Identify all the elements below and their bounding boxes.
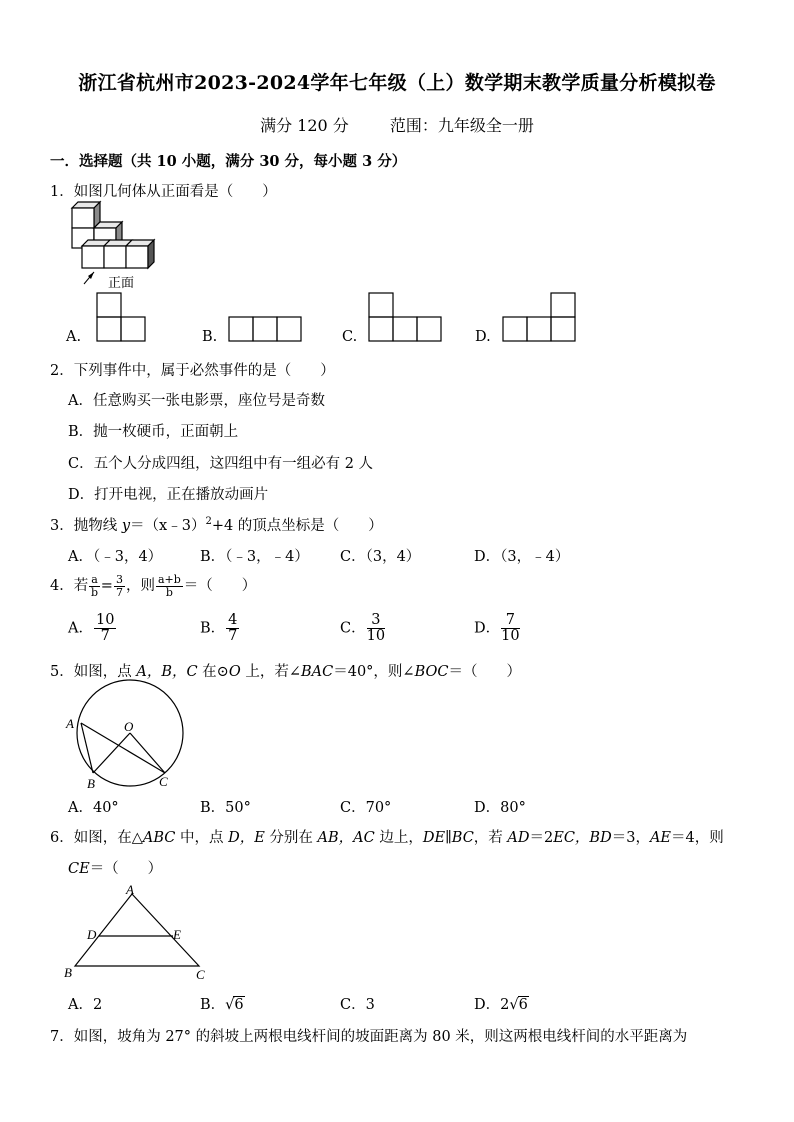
q3-option-c: C．（3，4） bbox=[340, 549, 421, 565]
q1-front-label: 正面 bbox=[108, 276, 135, 291]
q5-option-a: A．40° bbox=[68, 800, 119, 816]
q5-option-d: D．80° bbox=[474, 800, 526, 816]
q5-option-c: C．70° bbox=[340, 800, 392, 816]
q6-point-b: B bbox=[64, 965, 72, 980]
q5-point-o: O bbox=[124, 719, 134, 734]
scope: 范围：九年级全一册 bbox=[389, 116, 534, 135]
q1-option-c-label: C. bbox=[342, 329, 358, 345]
q5-point-a: A bbox=[66, 716, 74, 731]
q6-point-c: C bbox=[196, 967, 205, 982]
q6-point-d: D bbox=[87, 927, 97, 942]
q1-option-d-figure bbox=[502, 292, 578, 342]
q6-triangle-figure bbox=[62, 884, 212, 984]
q4-option-d: D． $\frac{7}{10}$ bbox=[474, 612, 520, 645]
q1-option-b-label: B. bbox=[202, 329, 218, 345]
q6-stem-line1: 6．如图，在△ABC 中，点 D，E 分别在 AB，AC 边上，DE∥BC，若 AD＝2EC，BD＝3，AE＝4，则 bbox=[50, 830, 724, 846]
q6-option-d: D．2√6 bbox=[474, 997, 528, 1013]
page-title: 浙江省杭州市2023-2024学年七年级（上）数学期末教学质量分析模拟卷 bbox=[78, 72, 716, 94]
q7-stem: 7．如图，坡角为 27° 的斜坡上两根电线杆间的坡面距离为 80 米，则这两根电线杆间的水平距离为 bbox=[50, 1029, 688, 1045]
q2-option-b: B．抛一枚硬币，正面朝上 bbox=[68, 424, 239, 440]
section-heading: 一．选择题（共 10 小题，满分 30 分，每小题 3 分） bbox=[50, 153, 407, 170]
q1-option-b-figure bbox=[228, 316, 304, 342]
q6-point-e: E bbox=[173, 927, 181, 942]
q4-option-b: B． $\frac{4}{7}$ bbox=[200, 612, 238, 645]
q5-option-b: B．50° bbox=[200, 800, 251, 816]
q4-option-c: C． $\frac{3}{10}$ bbox=[340, 612, 386, 645]
q1-option-c-figure bbox=[368, 292, 444, 342]
q6-point-a: A bbox=[126, 882, 134, 897]
q6-option-c: C．3 bbox=[340, 997, 375, 1013]
q1-option-a-label: A. bbox=[66, 329, 82, 345]
q6-option-a: A．2 bbox=[68, 997, 103, 1013]
q1-option-d-label: D. bbox=[475, 329, 491, 345]
q3-stem: 3．抛物线 y＝（x﹣3）$^2$+4 的顶点坐标是（ ） bbox=[50, 516, 383, 534]
full-score: 满分 120 分 bbox=[260, 116, 349, 135]
q2-option-d: D．打开电视，正在播放动画片 bbox=[68, 487, 269, 503]
q2-option-a: A．任意购买一张电影票，座位号是奇数 bbox=[68, 393, 325, 409]
page-subtitle bbox=[0, 113, 794, 136]
q6-option-b: B．√6 bbox=[200, 997, 244, 1013]
q6-stem-line2: CE＝（ ） bbox=[68, 861, 163, 877]
q3-option-b: B．（﹣3，﹣4） bbox=[200, 549, 309, 565]
q5-point-b: B bbox=[87, 776, 95, 791]
q4-option-a: A． $\frac{10}{7}$ bbox=[68, 612, 115, 645]
q2-stem: 2．下列事件中，属于必然事件的是（ ） bbox=[50, 363, 335, 379]
q5-circle-figure bbox=[60, 688, 190, 798]
q5-point-c: C bbox=[159, 774, 168, 789]
q4-stem: 4．若 $\frac{a}{b}$ = $\frac{3}{7}$ ，则 $\frac{a+b}{b}$ ＝（ ） bbox=[50, 573, 257, 599]
q1-option-a-figure bbox=[96, 292, 148, 342]
q3-option-d: D．（3，﹣4） bbox=[474, 549, 570, 565]
q5-stem: 5．如图，点 A，B，C 在⊙O 上，若∠BAC＝40°，则∠BOC＝（ ） bbox=[50, 664, 522, 680]
q1-stem: 1．如图几何体从正面看是（ ） bbox=[50, 184, 277, 200]
q2-option-c: C．五个人分成四组，这四组中有一组必有 2 人 bbox=[68, 456, 374, 472]
q3-option-a: A．（﹣3，4） bbox=[68, 549, 163, 565]
